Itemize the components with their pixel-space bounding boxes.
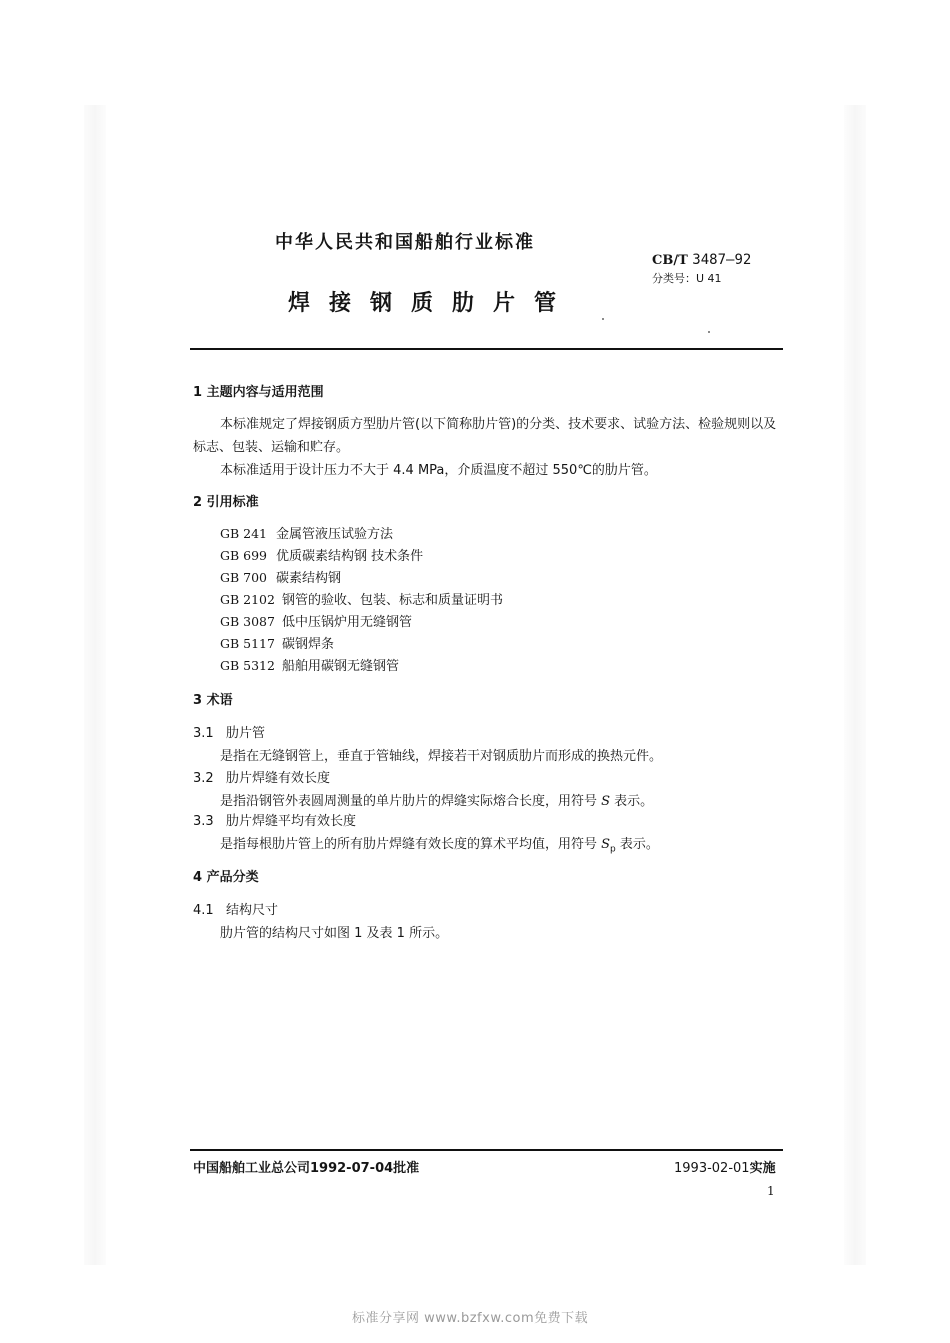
subsection-title: 结构尺寸	[226, 903, 279, 918]
subsection-4-1-heading	[193, 899, 278, 918]
section-4-heading: 4 产品分类	[193, 870, 259, 885]
reference-item	[220, 655, 399, 674]
scan-speck	[602, 318, 604, 320]
standard-code	[652, 252, 751, 268]
download-watermark: 标准分享网 www.bzfxw.com免费下载	[352, 1311, 589, 1326]
reference-code: GB 3087	[220, 614, 275, 629]
reference-title: 低中压锅炉用无缝钢管	[282, 615, 413, 630]
term-name: 肋片管	[226, 726, 266, 741]
reference-item	[220, 611, 412, 630]
reference-code: GB 2102	[220, 592, 275, 607]
reference-code: GB 5312	[220, 658, 275, 673]
definition-text: 是指沿钢管外表圆周测量的单片肋片的焊缝实际熔合长度，用符号	[220, 794, 602, 809]
approval-statement: 中国船舶工业总公司1992-07-04批准	[193, 1161, 420, 1176]
header-divider	[190, 348, 783, 350]
symbol: S	[601, 794, 611, 809]
classification-number: 分类号：U 41	[652, 272, 722, 285]
term-3-3-definition	[220, 833, 659, 855]
section-1-heading: 1 主题内容与适用范围	[193, 385, 324, 400]
term-number: 3.1	[193, 726, 214, 741]
subsection-4-1-text: 肋片管的结构尺寸如图 1 及表 1 所示。	[220, 926, 449, 941]
reference-item	[220, 589, 503, 608]
section-1-paragraph-1-line-1: 本标准规定了焊接钢质方型肋片管(以下简称肋片管)的分类、技术要求、试验方法、检验规则以及	[220, 417, 777, 432]
industry-standard-title: 中华人民共和国船舶行业标准	[275, 232, 535, 253]
reference-item	[220, 523, 393, 542]
reference-title: 船舶用碳钢无缝钢管	[282, 659, 400, 674]
reference-item	[220, 545, 423, 564]
term-3-1-heading	[193, 722, 265, 741]
section-3-heading: 3 术语	[193, 693, 233, 708]
scan-shadow-right	[844, 105, 866, 1265]
term-3-1-definition	[220, 745, 662, 764]
document-title: 焊接钢质肋片管	[288, 291, 576, 316]
reference-item	[220, 567, 341, 586]
symbol: S	[601, 837, 611, 852]
reference-title: 钢管的验收、包装、标志和质量证明书	[282, 593, 504, 608]
definition-text-end: 表示。	[615, 837, 659, 852]
term-3-3-heading	[193, 810, 356, 829]
reference-code: GB 5117	[220, 636, 275, 651]
definition-text: 是指每根肋片管上的所有肋片焊缝有效长度的算术平均值，用符号	[220, 837, 602, 852]
scan-speck	[708, 331, 710, 333]
reference-title: 金属管液压试验方法	[276, 527, 394, 542]
reference-title: 碳素结构钢	[276, 571, 342, 586]
scan-shadow-left	[84, 105, 106, 1265]
footer-divider	[190, 1149, 783, 1151]
term-number: 3.3	[193, 814, 214, 829]
effective-date: 1993-02-01	[674, 1161, 750, 1176]
effective-label: 实施	[749, 1161, 776, 1176]
reference-item	[220, 633, 334, 652]
subsection-number: 4.1	[193, 903, 214, 918]
section-1-paragraph-2: 本标准适用于设计压力不大于 4.4 MPa，介质温度不超过 550℃的肋片管。	[220, 463, 657, 478]
term-name: 肋片焊缝有效长度	[226, 771, 331, 786]
standard-number: 3487—92	[692, 252, 752, 268]
term-3-2-heading	[193, 767, 330, 786]
reference-title: 优质碳素结构钢 技术条件	[276, 549, 424, 564]
section-1-paragraph-1-line-2: 标志、包装、运输和贮存。	[193, 440, 350, 455]
standard-prefix: CB/T	[652, 253, 688, 268]
term-3-2-definition	[220, 790, 653, 809]
symbol-subscript: p	[610, 844, 616, 855]
reference-title: 碳钢焊条	[282, 637, 335, 652]
reference-code: GB 700	[220, 570, 268, 585]
term-name: 肋片焊缝平均有效长度	[226, 814, 357, 829]
reference-code: GB 241	[220, 526, 268, 541]
section-2-heading: 2 引用标准	[193, 495, 259, 510]
definition-text-end: 表示。	[610, 794, 654, 809]
reference-code: GB 699	[220, 548, 268, 563]
definition-text: 是指在无缝钢管上，垂直于管轴线，焊接若干对钢质肋片而形成的换热元件。	[220, 749, 663, 764]
effective-statement	[674, 1157, 776, 1176]
term-number: 3.2	[193, 771, 214, 786]
page-number: 1	[767, 1184, 775, 1198]
